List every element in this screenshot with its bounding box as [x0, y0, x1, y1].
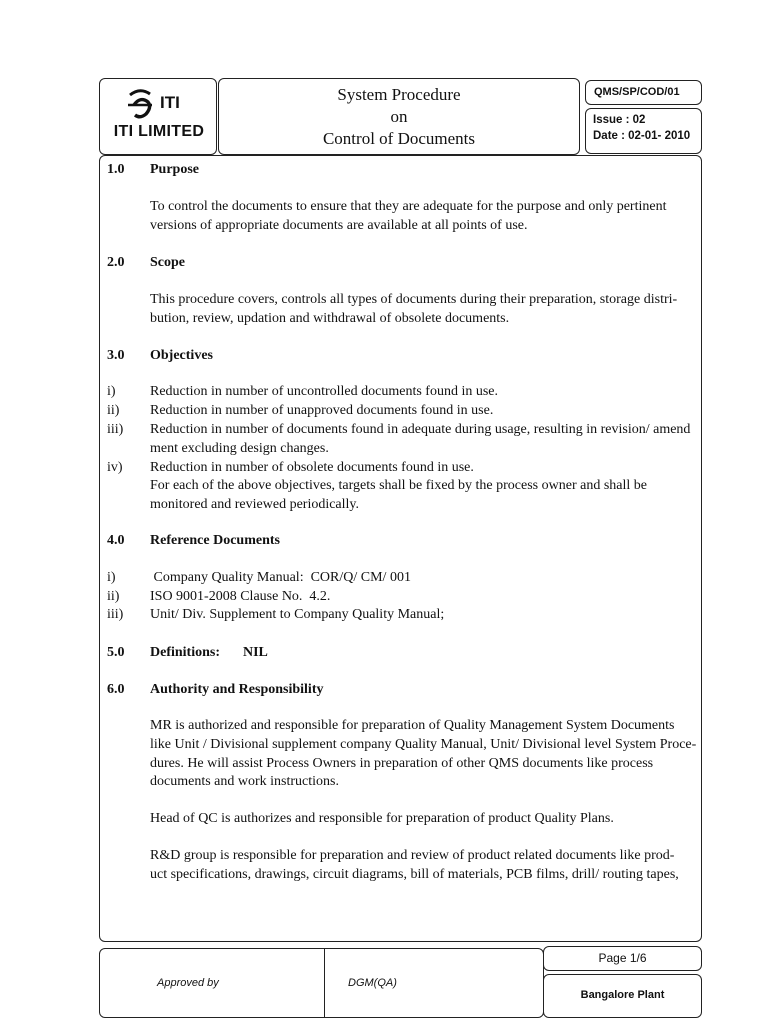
- section-heading: Objectives: [150, 348, 213, 363]
- issue-date-box: [585, 108, 702, 154]
- reference-item: Company Quality Manual: COR/Q/ CM/ 001: [150, 570, 411, 585]
- paragraph-line: This procedure covers, controls all types of documents during their preparation, storage distri-: [150, 292, 678, 307]
- section-heading: Definitions:: [150, 645, 220, 660]
- iti-logo-icon: [126, 85, 192, 121]
- reference-item: Unit/ Div. Supplement to Company Quality Manual;: [150, 607, 445, 622]
- issue-date: Date : 02-01- 2010: [593, 130, 691, 142]
- paragraph-line: MR is authorized and responsible for preparation of Quality Management System Documents: [150, 718, 675, 733]
- paragraph-line: like Unit / Divisional supplement company Quality Manual, Unit/ Divisional level System Proce-: [150, 737, 697, 752]
- paragraph-line: uct specifications, drawings, circuit diagrams, bill of materials, PCB films, drill/ routing tapes,: [150, 867, 679, 882]
- plant-name: Bangalore Plant: [543, 974, 702, 1018]
- paragraph-line: R&D group is responsible for preparation and review of product related documents like prod-: [150, 848, 675, 863]
- paragraph-line: To control the documents to ensure that they are adequate for the purpose and only pertinent: [150, 199, 667, 214]
- list-item: Reduction in number of unapproved documents found in use.: [150, 403, 494, 418]
- list-item: Reduction in number of uncontrolled documents found in use.: [150, 384, 498, 399]
- paragraph-line: dures. He will assist Process Owners in preparation of other QMS documents like process: [150, 756, 654, 771]
- logo-mark-text: ITI: [160, 93, 180, 112]
- list-item-continued: monitored and reviewed periodically.: [150, 497, 360, 512]
- list-item-continued: For each of the above objectives, targets shall be fixed by the process owner and shall be: [150, 478, 647, 493]
- list-marker: i): [107, 384, 116, 399]
- paragraph-line: documents and work instructions.: [150, 774, 339, 789]
- title-line-3: Control of Documents: [322, 129, 476, 148]
- paragraph-line: bution, review, updation and withdrawal of obsolete documents.: [150, 311, 510, 326]
- list-marker: iii): [107, 607, 124, 622]
- document-title-box: [218, 78, 580, 155]
- list-item: Reduction in number of obsolete documents found in use.: [150, 460, 474, 475]
- title-line-1: System Procedure: [337, 85, 461, 104]
- footer-divider: [324, 948, 325, 1018]
- section-number: 3.0: [107, 348, 125, 363]
- definitions-value: NIL: [243, 645, 268, 660]
- paragraph-line: Head of QC is authorizes and responsible for preparation of product Quality Plans.: [150, 811, 614, 826]
- section-number: 4.0: [107, 533, 125, 548]
- list-marker: i): [107, 570, 116, 585]
- section-heading: Purpose: [150, 162, 199, 177]
- list-marker: iii): [107, 422, 124, 437]
- approver-name: DGM(QA): [348, 977, 397, 989]
- list-marker: iv): [107, 460, 123, 475]
- section-heading: Reference Documents: [150, 533, 280, 548]
- paragraph-line: versions of appropriate documents are available at all points of use.: [150, 218, 528, 233]
- issue-number: Issue : 02: [593, 114, 646, 126]
- title-line-2: on: [390, 107, 408, 126]
- section-number: 5.0: [107, 645, 125, 660]
- list-item: Reduction in number of documents found in adequate during usage, resulting in revision/ amend: [150, 422, 691, 437]
- company-name: ITI LIMITED: [113, 123, 205, 140]
- section-heading: Authority and Responsibility: [150, 682, 324, 697]
- list-marker: ii): [107, 403, 120, 418]
- section-number: 1.0: [107, 162, 125, 177]
- list-item-continued: ment excluding design changes.: [150, 441, 329, 456]
- section-number: 2.0: [107, 255, 125, 270]
- logo-box: [99, 78, 217, 155]
- page-number: Page 1/6: [543, 946, 702, 971]
- approved-by-label: Approved by: [157, 977, 219, 989]
- section-heading: Scope: [150, 255, 185, 270]
- doc-code: QMS/SP/COD/01: [585, 80, 702, 105]
- section-number: 6.0: [107, 682, 125, 697]
- list-marker: ii): [107, 589, 120, 604]
- reference-item: ISO 9001-2008 Clause No. 4.2.: [150, 589, 331, 604]
